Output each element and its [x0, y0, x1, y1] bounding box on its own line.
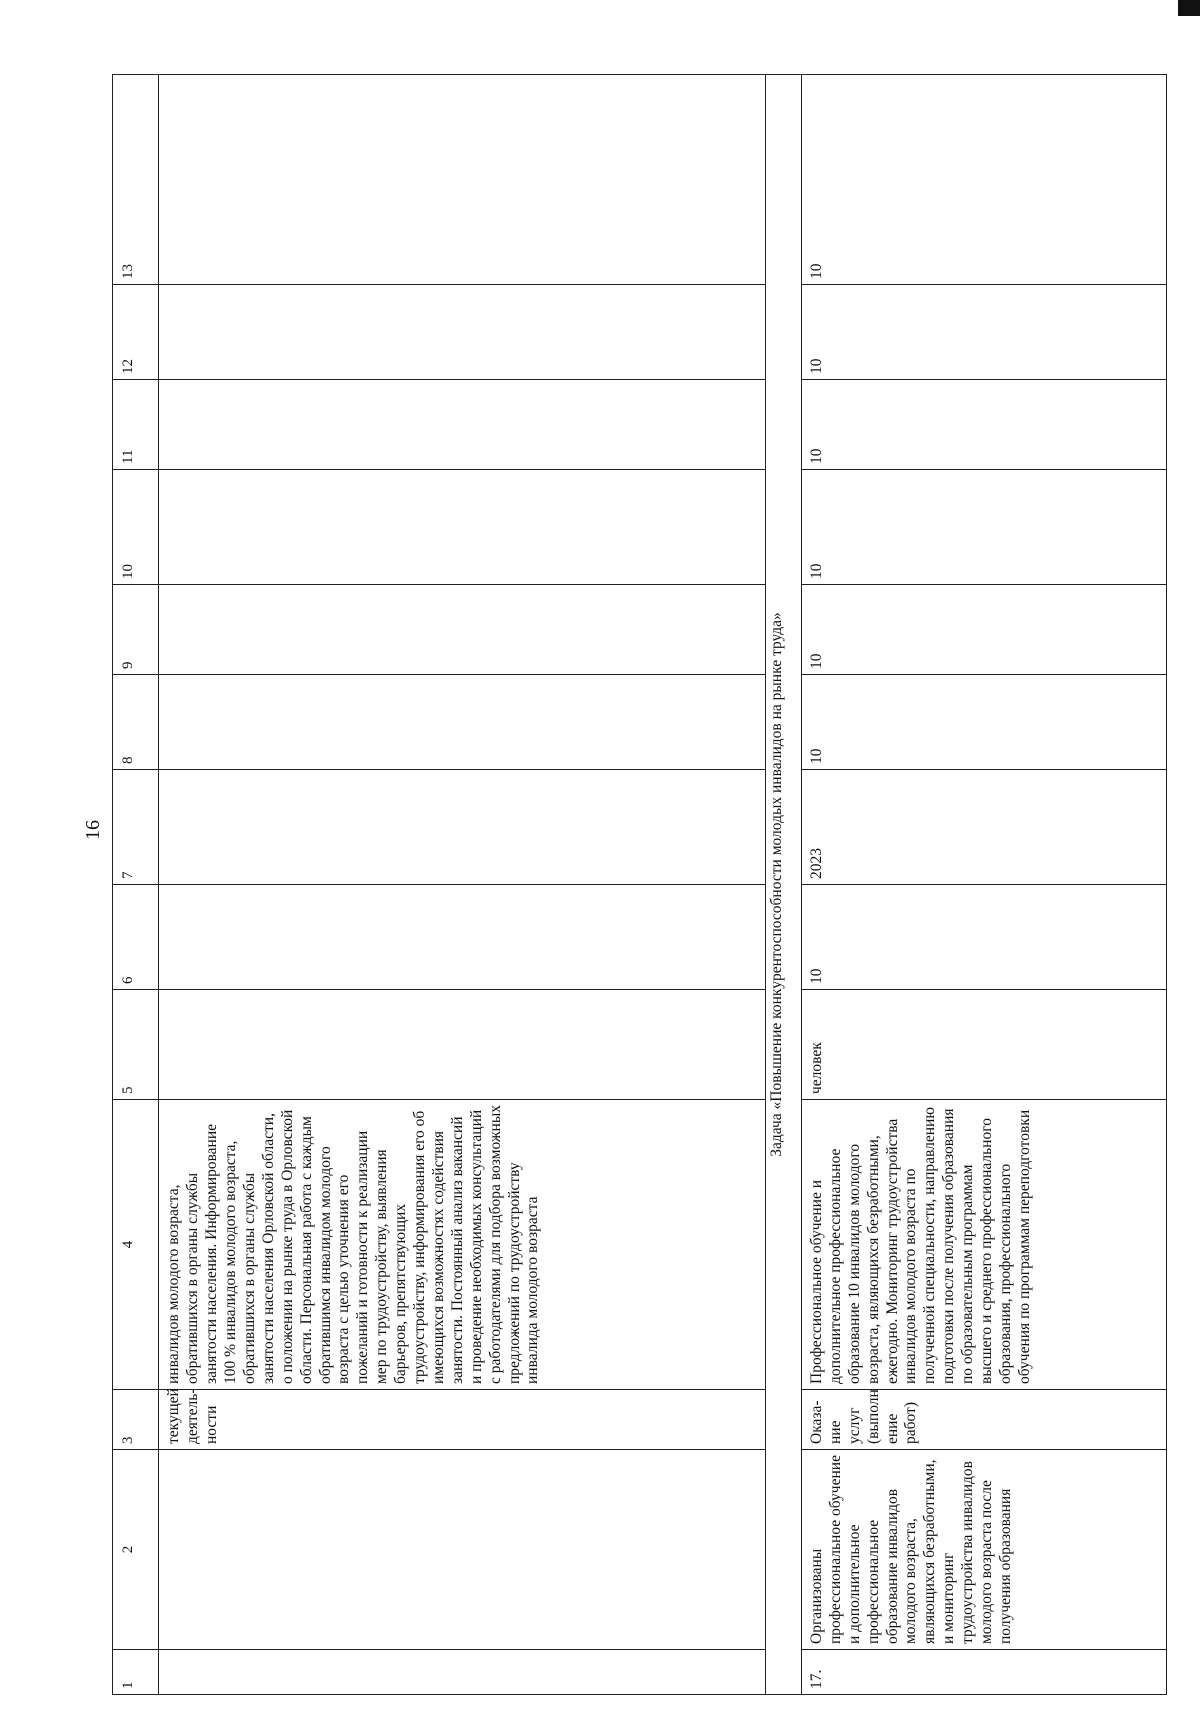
column-number: 12: [113, 285, 159, 380]
column-number: 3: [113, 1390, 159, 1450]
column-number: 1: [113, 1650, 159, 1695]
cell-result: Организованы профессиональное обучение и дополнительное профессиональное образование инвалидов молодого возраста, являющихся безработными, и мониторинг трудоустройства инвалидов молодого возраста после получения образования: [801, 1450, 1166, 1650]
measures-table: [112, 74, 1167, 1695]
cell-value: 10: [801, 585, 1166, 675]
page-number: 16: [82, 820, 104, 840]
column-number: 2: [113, 1450, 159, 1650]
cell-type: Оказа- ние услуг (выполн ение работ): [801, 1390, 1166, 1450]
cell-number: 17.: [801, 1650, 1166, 1695]
cell-unit: человек: [801, 990, 1166, 1100]
column-number: 6: [113, 885, 159, 990]
cell-value: 10: [801, 675, 1166, 770]
cell-base-value: 10: [801, 885, 1166, 990]
edge-mark: [1178, 0, 1200, 16]
column-number: 9: [113, 585, 159, 675]
column-number: 7: [113, 770, 159, 885]
cell-value: 10: [801, 75, 1166, 285]
task-title: Задача «Повышение конкурентоспособности молодых инвалидов на рынке труда»: [765, 75, 801, 1695]
table-row: [159, 75, 766, 1695]
column-number: 8: [113, 675, 159, 770]
column-number: 10: [113, 470, 159, 585]
cell-number: [159, 1650, 766, 1695]
header-row: [113, 75, 159, 1695]
cell-type: текущей деятель- ности: [159, 1390, 766, 1450]
cell-description: Профессиональное обучение и дополнительное профессиональное образование 10 инвалидов молодого возраста, являющихся безработными, ежегодно. Мониторинг трудоустройства инвалидов молодого возраста по полученной специальности, направлению подготовки после получения образования по образовательным программам высшего и среднего профессионального образования, профессионального обучения по программам переподготовки: [801, 1100, 1166, 1390]
cell-description: инвалидов молодого возраста, обратившихся в органы службы занятости населения. Информирование 100 % инвалидов молодого возраста, обратившихся в органы службы занятости населения Орловской области, о положении на рынке труда в Орловской области. Персональная работа с каждым обратившимся инвалидом молодого возраста с целью уточнения его пожеланий и готовности к реализации мер по трудоустройству, выявления барьеров, препятствующих трудоустройству, информирования его об имеющихся возможностях содействия занятости. Постоянный анализ вакансий и проведение необходимых консультаций с работодателями для подбора возможных предложений по трудоустройству инвалида молодого возраста: [159, 1100, 766, 1390]
cell-value: 10: [801, 285, 1166, 380]
column-number: 5: [113, 990, 159, 1100]
cell-result: [159, 1450, 766, 1650]
rotated-table-page: [112, 75, 1167, 1695]
column-number: 4: [113, 1100, 159, 1390]
task-row: [765, 75, 801, 1695]
table-row: [801, 75, 1166, 1695]
cell-value: 10: [801, 380, 1166, 470]
cell-value: 10: [801, 470, 1166, 585]
column-number: 13: [113, 75, 159, 285]
column-number: 11: [113, 380, 159, 470]
cell-base-year: 2023: [801, 770, 1166, 885]
